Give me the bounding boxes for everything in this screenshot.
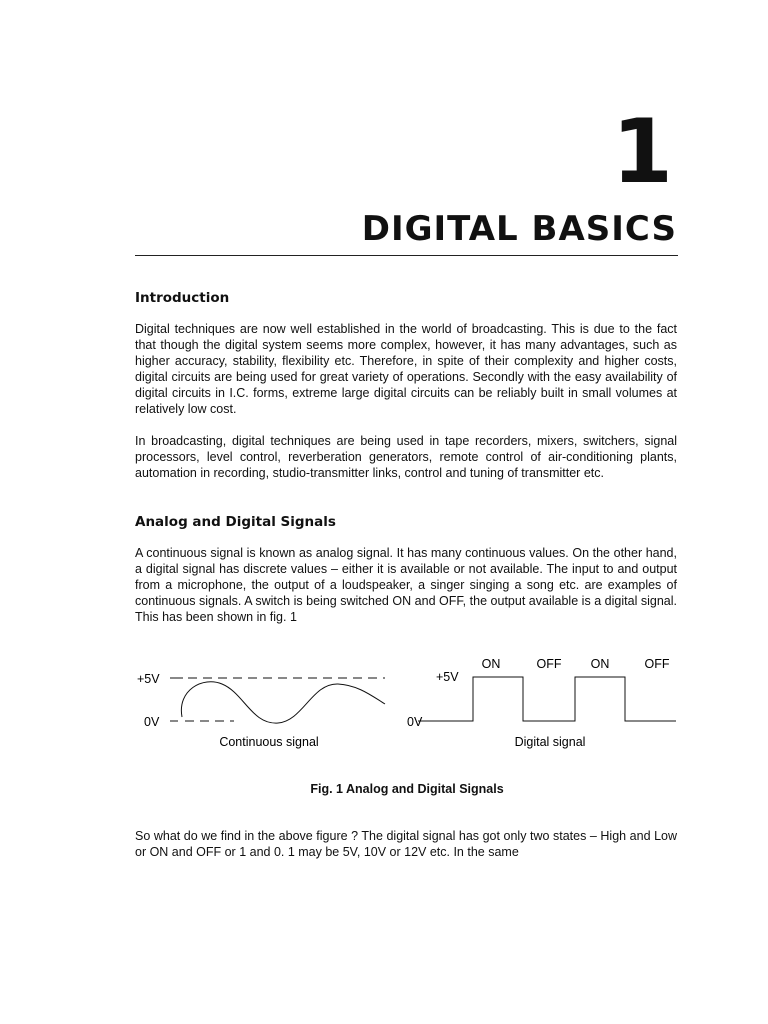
title-divider xyxy=(135,255,678,256)
chapter-title: DIGITAL BASICS xyxy=(361,209,677,249)
signals-paragraph-2: So what do we find in the above figure ? The digital signal has got only two states – High and Low or ON and OFF or 1 and 0. 1 may be 5V, 10V or 12V etc. In the same xyxy=(135,829,677,859)
analog-signal-diagram xyxy=(170,678,385,723)
chapter-number: 1 xyxy=(611,100,673,203)
digital-low-label: 0V xyxy=(407,715,423,729)
heading-introduction: Introduction xyxy=(135,290,230,306)
intro-paragraph-2: In broadcasting, digital techniques are being used in tape recorders, mixers, switchers, signal processors, level control, reverberation generators, remote control of air-conditioning plants, automation in recording, studio-transmitter links, control and tuning of transmitter etc. xyxy=(135,434,677,480)
digital-caption: Digital signal xyxy=(514,735,586,749)
signals-paragraph-1: A continuous signal is known as analog signal. It has many continuous values. On the other hand, a digital signal has discrete values – either it is available or not available. The input to and output from a microphone, the output of a loudspeaker, a singer singing a song etc. are examples of continuous signals. A switch is being switched ON and OFF, the output available is a digital signal. This has been shown in fig. 1 xyxy=(135,546,677,624)
digital-state-label: ON xyxy=(590,657,610,671)
figure-caption: Fig. 1 Analog and Digital Signals xyxy=(310,782,504,796)
intro-paragraph-1: Digital techniques are now well established in the world of broadcasting. This is due to the fact that though the digital system seems more complex, however, it has many advantages, such as higher accuracy, stability, flexibility etc. Therefore, in spite of their complexity and higher costs, digital circuits are being used for great variety of operations. Secondly with the easy availability of digital circuits in I.C. forms, extreme large digital circuits can be reliably built in small volumes at relatively low cost. xyxy=(135,322,677,416)
analog-low-label: 0V xyxy=(144,715,160,729)
digital-state-label: OFF xyxy=(644,657,670,671)
figure-analog-digital xyxy=(0,640,768,760)
digital-high-label: +5V xyxy=(436,670,459,684)
analog-high-label: +5V xyxy=(137,672,160,686)
analog-wave xyxy=(181,682,385,723)
digital-state-label: ON xyxy=(481,657,501,671)
heading-analog-digital: Analog and Digital Signals xyxy=(135,514,336,530)
analog-caption: Continuous signal xyxy=(219,735,319,749)
digital-state-label: OFF xyxy=(536,657,562,671)
digital-wave xyxy=(428,677,676,721)
